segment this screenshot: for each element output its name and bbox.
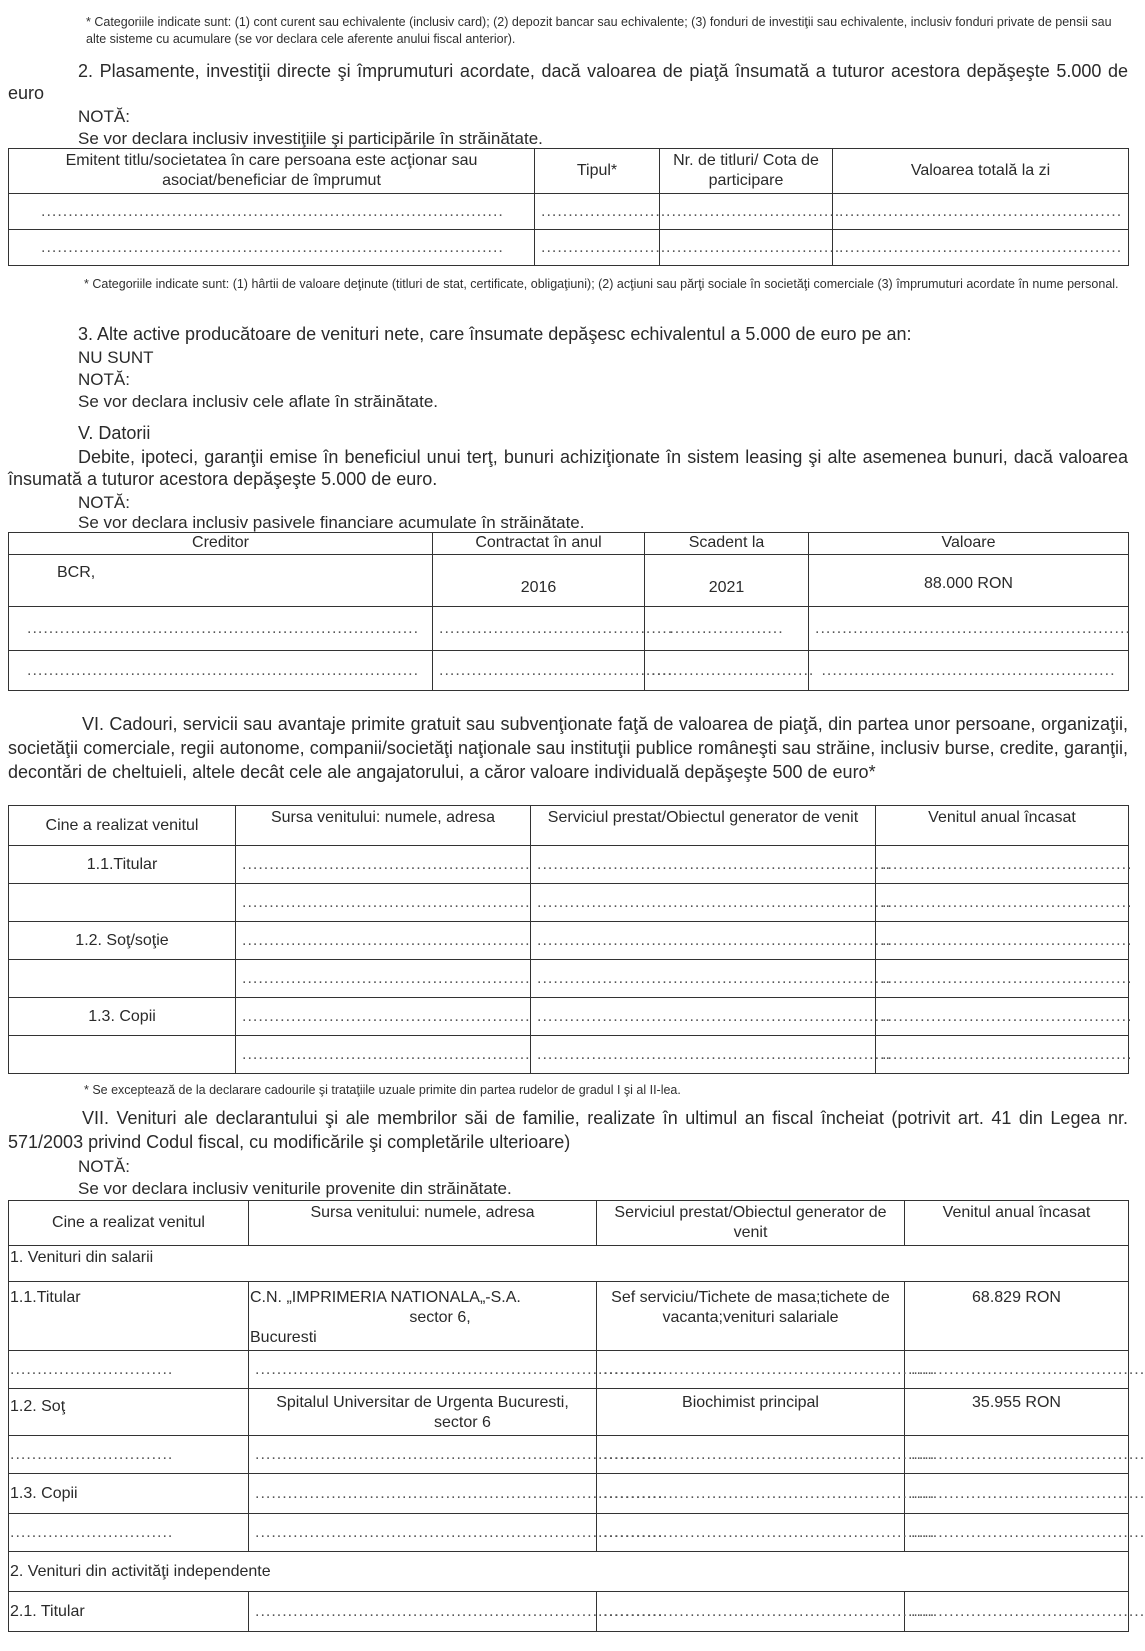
table-row: ........................................................................ ........................................... .............................. ...................................................... xyxy=(9,651,1129,691)
col-value-header: Valoare xyxy=(809,533,1129,555)
section-3-note-text: Se vor declara inclusiv cele aflate în străinătate. xyxy=(78,392,439,411)
row-spouse-label: 1.2. Soţ xyxy=(9,1389,249,1436)
income-table xyxy=(8,1200,1145,1632)
spouse-service-cell: Biochimist principal xyxy=(597,1389,905,1436)
footnote-investments: * Categoriile indicate sunt: (1) hârtii de valoare deţinute (titluri de stat, certificate, obligaţiuni); (2) acţiuni sau părţi sociale în societăţi comerciale (3) împrumuturi acordate în nume personal. xyxy=(84,277,1119,291)
section-5-heading: V. Datorii xyxy=(78,423,151,443)
col-shares-header: Nr. de titluri/ Cota de participare xyxy=(660,149,833,194)
due-year-cell: 2021 xyxy=(645,555,809,607)
section-5-note-text: Se vor declara inclusiv pasivele financiare acumulate în străinătate. xyxy=(78,513,585,532)
section-6-heading: VI. Cadouri, servicii sau avantaje primite gratuit sau subvenţionate faţă de valoarea de piaţă, din partea unor persoane, organizaţii, societăţii comerciale, regii autonome, companii/societăţi naţionale sau instituţii publice româneşti sau străine, inclusiv burse, credite, garanţii, decontări de cheltuieli, altele decât cele ale angajatorului, a căror valoare individuală depăşeşte 500 de euro* xyxy=(8,714,1128,782)
section-3-value: NU SUNT xyxy=(78,348,154,367)
table-row: 1.2. Soţ/soţie ..................................................... ................................................................. .............................................. xyxy=(9,922,1129,960)
col-who-header: Cine a realizat venitul xyxy=(9,1201,249,1246)
table-row: 2.1. Titular ........................................................................... ............................................................. ........................................... xyxy=(9,1592,1129,1632)
table-row: .............................. ........................................................................... ............................................................. ........................................... xyxy=(9,1351,1129,1389)
col-creditor-header: Creditor xyxy=(9,533,433,555)
row-titular-label: 1.1.Titular xyxy=(9,1282,249,1351)
table-row xyxy=(9,1389,1129,1436)
table-row: 1.3. Copii ..................................................... ................................................................. .............................................. xyxy=(9,998,1129,1036)
section-2-note-text: Se vor declara inclusiv investiţiile şi participările în străinătate. xyxy=(78,129,543,148)
table-row: ..................................................... ................................................................. .............................................. xyxy=(9,960,1129,998)
gifts-table xyxy=(8,805,1133,1074)
col-issuer-header: Emitent titlu/societatea în care persoana este acţionar sau asociat/beneficiar de împrumut xyxy=(9,149,535,194)
row-children-label: 1.3. Copii xyxy=(9,998,236,1036)
section-7-note-text: Se vor declara inclusiv veniturile provenite din străinătate. xyxy=(78,1179,512,1198)
footnote-accounts: * Categoriile indicate sunt: (1) cont curent sau echivalente (inclusiv card); (2) depozit bancar sau echivalente; (3) fonduri de investiţii sau echivalente, inclusiv fonduri private de pensii sau alte sisteme cu acumulare (se vor declara cele aferente anului fiscal anterior). xyxy=(86,15,1112,46)
titular-service-cell: Sef serviciu/Tichete de masa;tichete de vacanta;venituri salariale xyxy=(597,1282,905,1351)
table-row: .............................. ........................................................................... ............................................................. ........................................... xyxy=(9,1514,1129,1552)
col-type-header: Tipul* xyxy=(535,149,660,194)
row-independent-titular-label: 2.1. Titular xyxy=(9,1592,249,1632)
table-row: ..................................................................................... ....................... ................................ .................................................... xyxy=(9,230,1129,266)
col-service-header: Serviciul prestat/Obiectul generator de venit xyxy=(531,806,876,846)
section-5-text: Debite, ipoteci, garanţii emise în beneficiul unui terţ, bunuri achiziţionate în sistem leasing şi alte asemenea bunuri, dacă valoarea însumată a tuturor acestora depăşeşte 5.000 de euro. xyxy=(8,447,1128,489)
col-income-header: Venitul anual încasat xyxy=(876,806,1129,846)
col-who-header: Cine a realizat venitul xyxy=(9,806,236,846)
row-children-label: 1.3. Copii xyxy=(9,1474,249,1514)
col-source-header: Sursa venitului: numele, adresa xyxy=(249,1201,597,1246)
table-row: ..................................................... ................................................................. .............................................. xyxy=(9,1036,1129,1074)
section-5-nota: NOTĂ: xyxy=(78,493,130,512)
section-3-heading: 3. Alte active producătoare de venituri nete, care însumate depăşesc echivalentul a 5.000 de euro pe an: xyxy=(78,324,912,344)
category-independent: 2. Venituri din activităţi independente xyxy=(9,1552,1129,1592)
table-row xyxy=(9,555,1129,607)
table-row: 1.1.Titular ..................................................... ................................................................. .............................................. xyxy=(9,846,1129,884)
debts-table xyxy=(8,532,1129,691)
table-row: 1.3. Copii ........................................................................... ............................................................. ........................................... xyxy=(9,1474,1129,1514)
contracted-year-cell: 2016 xyxy=(433,555,645,607)
table-row: .............................. ........................................................................... ............................................................. ........................................... xyxy=(9,1436,1129,1474)
section-2-nota: NOTĂ: xyxy=(78,107,130,126)
table-row: ..................................................... ................................................................. .............................................. xyxy=(9,884,1129,922)
spouse-amount-cell: 35.955 RON xyxy=(905,1389,1129,1436)
titular-amount-cell: 68.829 RON xyxy=(905,1282,1129,1351)
creditor-cell: BCR, xyxy=(9,555,433,607)
row-titular-label: 1.1.Titular xyxy=(9,846,236,884)
spouse-source-cell: Spitalul Universitar de Urgenta Bucuresti, sector 6 xyxy=(249,1389,597,1436)
investments-table xyxy=(8,148,1129,266)
titular-source-cell: C.N. „IMPRIMERIA NATIONALA„-S.A. sector 6, Bucuresti xyxy=(249,1282,597,1351)
col-source-header: Sursa venitului: numele, adresa xyxy=(236,806,531,846)
section-7-nota: NOTĂ: xyxy=(78,1157,130,1176)
col-income-header: Venitul anual încasat xyxy=(905,1201,1129,1246)
table-row: ........................................................................ ........................................... ..................... .......................................................... xyxy=(9,607,1129,651)
section-2-heading: 2. Plasamente, investiţii directe şi împrumuturi acordate, dacă valoarea de piaţă însumată a tuturor acestora depăşeşte 5.000 de euro xyxy=(8,61,1128,103)
col-service-header: Serviciul prestat/Obiectul generator de venit xyxy=(597,1201,905,1246)
section-7-heading: VII. Venituri ale declarantului şi ale membrilor săi de familie, realizate în ultimul an fiscal încheiat (potrivit art. 41 din Legea nr. 571/2003 privind Codul fiscal, cu modificările şi completările ulterioare) xyxy=(8,1108,1128,1152)
footnote-gifts: * Se exceptează de la declarare cadourile şi trataţiile uzuale primite din partea rudelor de gradul I şi al II-lea. xyxy=(84,1083,681,1097)
table-row xyxy=(9,1282,1129,1351)
table-row: ..................................................................................... ....................... ................................ .................................................... xyxy=(9,194,1129,230)
category-salaries: 1. Venituri din salarii xyxy=(9,1246,1129,1282)
col-due-header: Scadent la xyxy=(645,533,809,555)
debt-value-cell: 88.000 RON xyxy=(809,555,1129,607)
col-contracted-header: Contractat în anul xyxy=(433,533,645,555)
row-spouse-label: 1.2. Soţ/soţie xyxy=(9,922,236,960)
col-total-header: Valoarea totală la zi xyxy=(833,149,1129,194)
section-3-nota: NOTĂ: xyxy=(78,370,130,389)
